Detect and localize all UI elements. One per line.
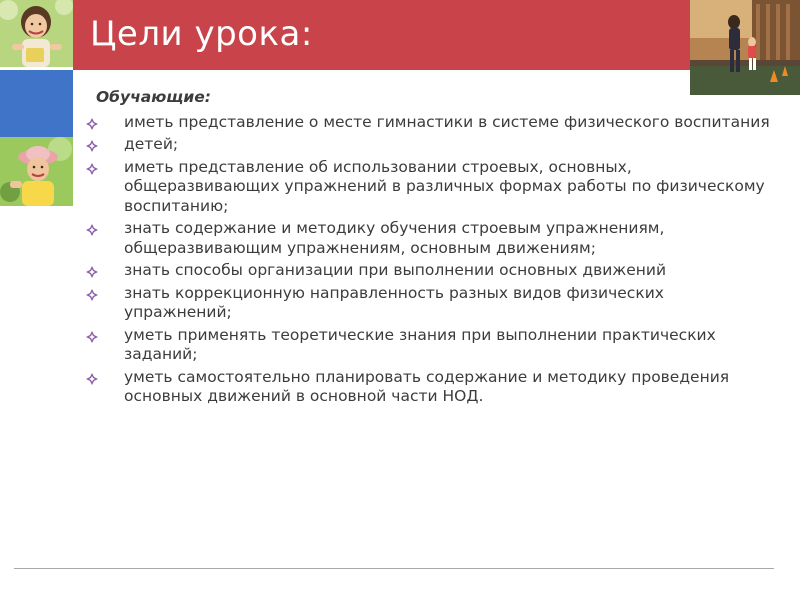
list-item-text: уметь самостоятельно планировать содержание и методику проведения основных движений в основной части НОД. (124, 367, 730, 405)
list-item-text: знать содержание и методику обучения строевым упражнениям, общеразвивающим упражнениям, основным движениям; (124, 219, 665, 257)
list-item-text: иметь представление об использовании строевых, основных, общеразвивающих упражнений в различных формах работы по физическому воспитанию; (124, 157, 765, 215)
child-in-hat-image (0, 137, 73, 206)
objectives-list (82, 113, 772, 407)
slide-title: Цели урока: (90, 14, 313, 54)
list-item (82, 284, 772, 323)
gym-scene-image (690, 0, 800, 95)
diamond-bullet-icon (86, 163, 98, 175)
diamond-bullet-icon (86, 289, 98, 301)
blue-accent-block (0, 70, 73, 137)
child-with-bucket-image (0, 0, 73, 67)
list-item-text: детей; (124, 135, 179, 153)
list-item-text: знать коррекционную направленность разных видов физических упражнений; (124, 283, 664, 321)
gym-photo (690, 0, 800, 95)
objectives-content (82, 88, 772, 410)
diamond-bullet-icon (86, 140, 98, 152)
list-item-text: уметь применять теоретические знания при выполнении практических заданий; (124, 325, 716, 363)
child-photo-top (0, 0, 73, 67)
diamond-bullet-icon (86, 118, 98, 130)
list-item (82, 219, 772, 258)
diamond-bullet-icon (86, 266, 98, 278)
list-item (82, 135, 772, 155)
list-item-text: знать способы организации при выполнении основных движений (124, 261, 667, 279)
list-item (82, 158, 772, 217)
list-item (82, 326, 772, 365)
diamond-bullet-icon (86, 224, 98, 236)
list-item (82, 368, 772, 407)
list-item (82, 261, 772, 281)
list-item-text: иметь представление о месте гимнастики в системе физического воспитания (124, 112, 770, 131)
diamond-bullet-icon (86, 331, 98, 343)
list-item (82, 113, 772, 133)
child-photo-bottom (0, 137, 73, 206)
diamond-bullet-icon (86, 373, 98, 385)
footer-divider (14, 568, 774, 569)
section-subtitle: Обучающие: (96, 88, 211, 106)
